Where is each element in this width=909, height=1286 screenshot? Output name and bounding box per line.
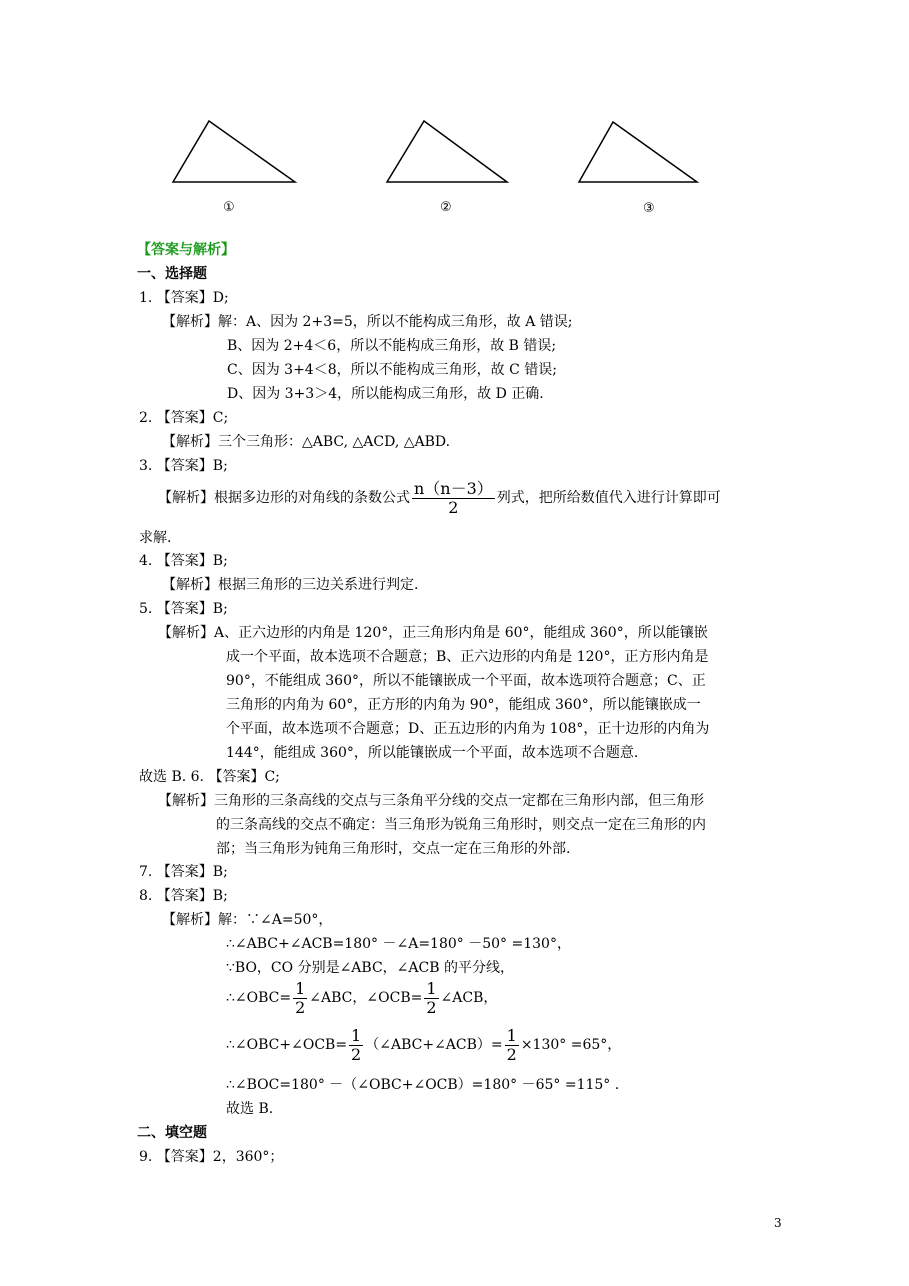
q8-explanation-3: ∵BO，CO 分别是∠ABC，∠ACB 的平分线，: [226, 960, 514, 976]
q6-explanation-1: 【解析】三角形的三条高线的交点与三条角平分线的交点一定都在三角形内部，但三角形: [158, 793, 704, 809]
q5-explanation-3: 90°，不能组成 360°，所以不能镶嵌成一个平面，故本选项符合题意；C、正: [226, 673, 706, 689]
q8-l5a: ∴∠OBC+∠OCB=: [226, 1037, 348, 1053]
q8-l5b: （∠ABC+∠ACB）=: [365, 1037, 503, 1053]
q8-explanation-6: ∴∠BOC=180° －（∠OBC+∠OCB）=180° －65° =115° .: [226, 1077, 620, 1093]
q1-explanation-4: D、因为 3+3＞4，所以能构成三角形，故 D 正确.: [227, 386, 544, 402]
half-numerator: 1: [426, 978, 437, 998]
page-number: 3: [774, 1216, 782, 1230]
q3-exp-pre: 【解析】根据多边形的对角线的条数公式: [158, 490, 410, 506]
section-1-title: 一、选择题: [137, 266, 207, 282]
q5-explanation-2: 成一个平面，故本选项不合题意；B、正六边形的内角是 120°，正方形内角是: [226, 649, 709, 665]
triangle-3: [579, 122, 697, 182]
half-denominator: 2: [426, 997, 437, 1017]
triangle-2: [387, 121, 507, 182]
triangle-figures: [0, 0, 909, 230]
figure-label-3: ③: [643, 201, 655, 216]
q5-explanation-6: 144°，能组成 360°，所以能镶嵌成一个平面，故本选项不合题意.: [226, 745, 639, 761]
half-denominator: 2: [506, 1044, 517, 1064]
q7-answer: 7. 【答案】B;: [139, 864, 228, 880]
half-denominator: 2: [295, 997, 306, 1017]
q3-answer: 3. 【答案】B;: [139, 458, 228, 474]
half-numerator: 1: [506, 1025, 517, 1045]
q8-explanation-4: [226, 978, 497, 1018]
half-fraction: [505, 1027, 519, 1064]
q2-explanation: 【解析】三个三角形：△ABC, △ACD, △ABD.: [162, 434, 451, 450]
q1-explanation-2: B、因为 2+4＜6，所以不能构成三角形，故 B 错误;: [227, 338, 557, 354]
q5-explanation-5: 个平面，故本选项不合题意；D、正五边形的内角为 108°，正十边形的内角为: [226, 721, 710, 737]
q8-explanation-1: 【解析】解：∵∠A=50°，: [162, 912, 333, 928]
q8-explanation-5: [226, 1025, 621, 1065]
q6-explanation-3: 部；当三角形为钝角三角形时，交点一定在三角形的外部.: [216, 841, 571, 857]
figure-label-2: ②: [440, 200, 452, 215]
q8-l4b: ∠ABC，∠OCB=: [309, 990, 423, 1006]
half-fraction: [424, 980, 438, 1017]
half-fraction: [293, 980, 307, 1017]
half-numerator: 1: [295, 978, 306, 998]
q1-explanation-3: C、因为 3+4＜8，所以不能构成三角形，故 C 错误;: [227, 362, 557, 378]
q8-l4c: ∠ACB，: [440, 990, 498, 1006]
q1-answer: 1. 【答案】D;: [139, 290, 229, 306]
q3-exp-post: 列式，把所给数值代入进行计算即可: [496, 490, 721, 506]
q5-explanation-4: 三角形的内角为 60°，正方形的内角为 90°，能组成 360°，所以能镶嵌成一: [226, 697, 701, 713]
half-fraction: [349, 1027, 363, 1064]
q4-explanation: 【解析】根据三角形的三边关系进行判定.: [162, 577, 419, 593]
half-denominator: 2: [351, 1044, 362, 1064]
q5-answer: 5. 【答案】B;: [139, 601, 228, 617]
q3-explanation: [158, 478, 721, 518]
q8-l5c: ×130° =65°，: [520, 1037, 622, 1053]
q8-answer: 8. 【答案】B;: [139, 888, 228, 904]
q6-explanation-2: 的三条高线的交点不确定：当三角形为锐角三角形时，则交点一定在三角形的内: [216, 817, 706, 833]
section-2-title: 二、填空题: [137, 1125, 207, 1141]
triangle-1: [173, 121, 295, 182]
q3-explanation-2: 求解.: [139, 530, 172, 546]
q5-explanation-1: 【解析】A、正六边形的内角是 120°，正三角形内角是 60°，能组成 360°，所以能镶嵌: [158, 625, 708, 641]
q8-explanation-2: ∴∠ABC+∠ACB=180° －∠A=180° －50° =130°，: [226, 936, 571, 952]
q8-l4a: ∴∠OBC=: [226, 990, 292, 1006]
q4-answer: 4. 【答案】B;: [139, 553, 228, 569]
q8-explanation-7: 故选 B.: [226, 1101, 274, 1117]
half-numerator: 1: [351, 1025, 362, 1045]
q3-formula: [412, 480, 495, 517]
q2-answer: 2. 【答案】C;: [139, 410, 229, 426]
q6-answer: 故选 B. 6. 【答案】C;: [139, 769, 280, 785]
q3-formula-denominator: 2: [448, 497, 459, 517]
q9-answer: 9. 【答案】2，360°；: [139, 1149, 284, 1165]
figure-label-1: ①: [223, 200, 235, 215]
q3-formula-numerator: n（n－3）: [414, 478, 493, 498]
q1-explanation-1: 【解析】解：A、因为 2+3=5，所以不能构成三角形，故 A 错误;: [162, 314, 573, 330]
answers-heading: 【答案与解析】: [137, 242, 235, 258]
